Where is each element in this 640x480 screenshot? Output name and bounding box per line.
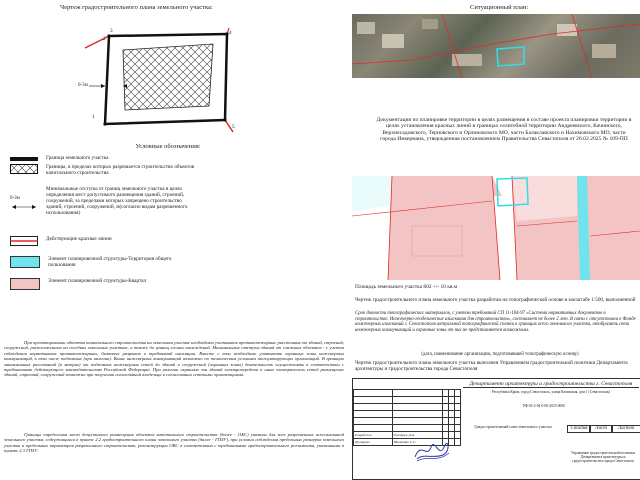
legend-item: Элемент планировочной структуры-Квартал: [10, 278, 198, 290]
stamp-person: Шпаченко С.С.: [392, 439, 443, 446]
topo-caption: (дата, наименование организации, подготовившей топографическую основу): [421, 352, 579, 357]
red-line-icon: [10, 236, 38, 246]
legend-item: Действующие красные линии: [10, 236, 196, 246]
planning-doc-text: Документация по планировке территории в целях размещения в составе проекта планировки территории в целях установления красных линий в границах селитебной территории Андреевского, Качинского, Верхнесадовского, Терновского и Орлиновского МО, части Балаклавского и Нахимовского МО, части города Инкермана, утвержденная постановлением Правительства Севастополя от 26.02.2025 № 109-ПП: [376, 117, 632, 143]
legend-item: 0-3м Минимальные отступы от границ земельного участка в целях определения мест допустимого размещения зданий, строений, сооружений, за пределами которых запрещено строительство зданий, строений, сооружений, м(согласно видам разрешенного использования): [10, 186, 188, 216]
stamp-role: Проверил: [354, 439, 393, 446]
signature-icon: [413, 437, 453, 463]
point-label: 2: [103, 36, 106, 42]
planning-map: [352, 176, 640, 280]
pink-area-icon: [10, 278, 40, 290]
plot-marker: [497, 47, 524, 66]
title-block: [352, 378, 640, 480]
legend-item: Элемент планировочной структуры-Территория общего пользования: [10, 256, 198, 268]
drawing-title: Чертеж градостроительного плана земельного участка:: [60, 4, 213, 11]
stamp-doc-name: Градостроительный план земельного участка: [474, 424, 552, 429]
executor-text: Чертеж градостроительного плана земельного участка выполнен Управлением градостроительной политики Департамента архитектуры и градостроительства города Севастополя: [355, 360, 628, 372]
stamp-sheet-label: Лист: [589, 425, 613, 433]
legend-title: Условные обозначения:: [135, 143, 201, 150]
stamp-org: Департамент архитектуры и градостроительства г. Севастополя: [463, 381, 639, 388]
point-label: 3: [110, 28, 113, 34]
satellite-map: [352, 14, 640, 78]
stamp-mgmt: Управление градостроительной политики Департамента архитектуры и градостроительства города Севастополя: [571, 451, 635, 464]
setback-icon: 0-3м: [10, 186, 38, 210]
stamp-code: РФ-92-2-04-0-00-2025-0000: [523, 404, 565, 408]
setback-area: [123, 44, 213, 110]
legend-item: Граница земельного участка: [10, 155, 196, 161]
stamp-address: Республика Крым, город Севастополь, улица Качинская, дом 1 (Севастополь): [491, 390, 611, 394]
notes-paragraph: При проектировании объектов капитального строительства на земельном участке необходимо учитывать противопожарные расстояния от зданий, строений, сооружений, расположенных на соседних земельных участках, а также до границ лесных насаждений. Минимальные отступы зданий от смежных объектов - с учетом соблюдения нормативных противопожарных, бытовых разрывов и требований инсоляции. Вместе с тем необходимо учитывать охранные зоны инженерных коммуникаций, в том числе подземных (при наличии). Выше инженерных коммуникаций возможно по техническим условиям эксплуатирующих организаций. В границах минимальных расстояний (в метрах) от подземных инженерных сетей до зданий и сооружений (охранных зонах) деятельность осуществлять в соответствии с требованиями действующего законодательства Российской Федерации. При наличии охранных зон зданий электропередачи и иных электрических сетей размещение зданий, строений, сооружений возможно при получении согласований владельца и согласовании сетевыми организациями.: [4, 340, 344, 378]
stamp-sheets-label: Листов: [611, 425, 640, 433]
dim-label: 0-3м: [78, 83, 88, 88]
boundary-icon: [10, 157, 38, 161]
stamp-role: Разработал: [354, 432, 393, 439]
stamp-stage-label: Стадия: [567, 425, 591, 433]
cyan-area-icon: [10, 256, 40, 268]
point-label: 4: [229, 30, 232, 36]
stamp-person: Гончарук Д.А.: [392, 432, 443, 439]
notes-paragraph: Границы определения мест допустимого размещения объектов капитального строительства (далее - ОКС) указаны для всех разрешенных использований земельного участка, содержащихся в пункте 2.2 градостроительного плана земельного участка (далее - ГПЗУ), при условии соблюдения предельных размеров земельного участка и предельных параметров разрешенного строительства, реконструкции ОКС в соответствии с требованиями градостроительного регламента, указанными в пункте 2.3 ГПЗУ.: [4, 432, 344, 454]
hatch-icon: [10, 164, 38, 174]
legend-item: Границы, в пределах которых разрешается строительство объектов капитального строительства: [10, 164, 196, 176]
point-label: 1: [92, 114, 95, 120]
point-label: 5: [232, 124, 235, 130]
topo-text: Чертеж градостроительного плана земельного участка разработан на топографической основе в масштабе 1:500, выполненной: [355, 297, 636, 303]
topo-age-text: Срок давности топографических материалов, с учетом требований СП 11-104-97 «Система нормативных документов в строительстве. Инженерно-геодезические изыскания для строительства», составляет не более 2 лет. В связи с отсутствием в Фонде инженерных изысканий г. Севастополя актуальной топографической съемки в границах всего земельного участка, отобразить сети инженерных коммуникаций и охранные зоны от них не представляется возможным.: [355, 311, 636, 333]
plot-drawing: [75, 28, 255, 138]
situational-title: Ситуационный план:: [470, 4, 529, 11]
area-text: Площадь земельного участка 802 +/- 10 кв.м: [355, 284, 458, 290]
